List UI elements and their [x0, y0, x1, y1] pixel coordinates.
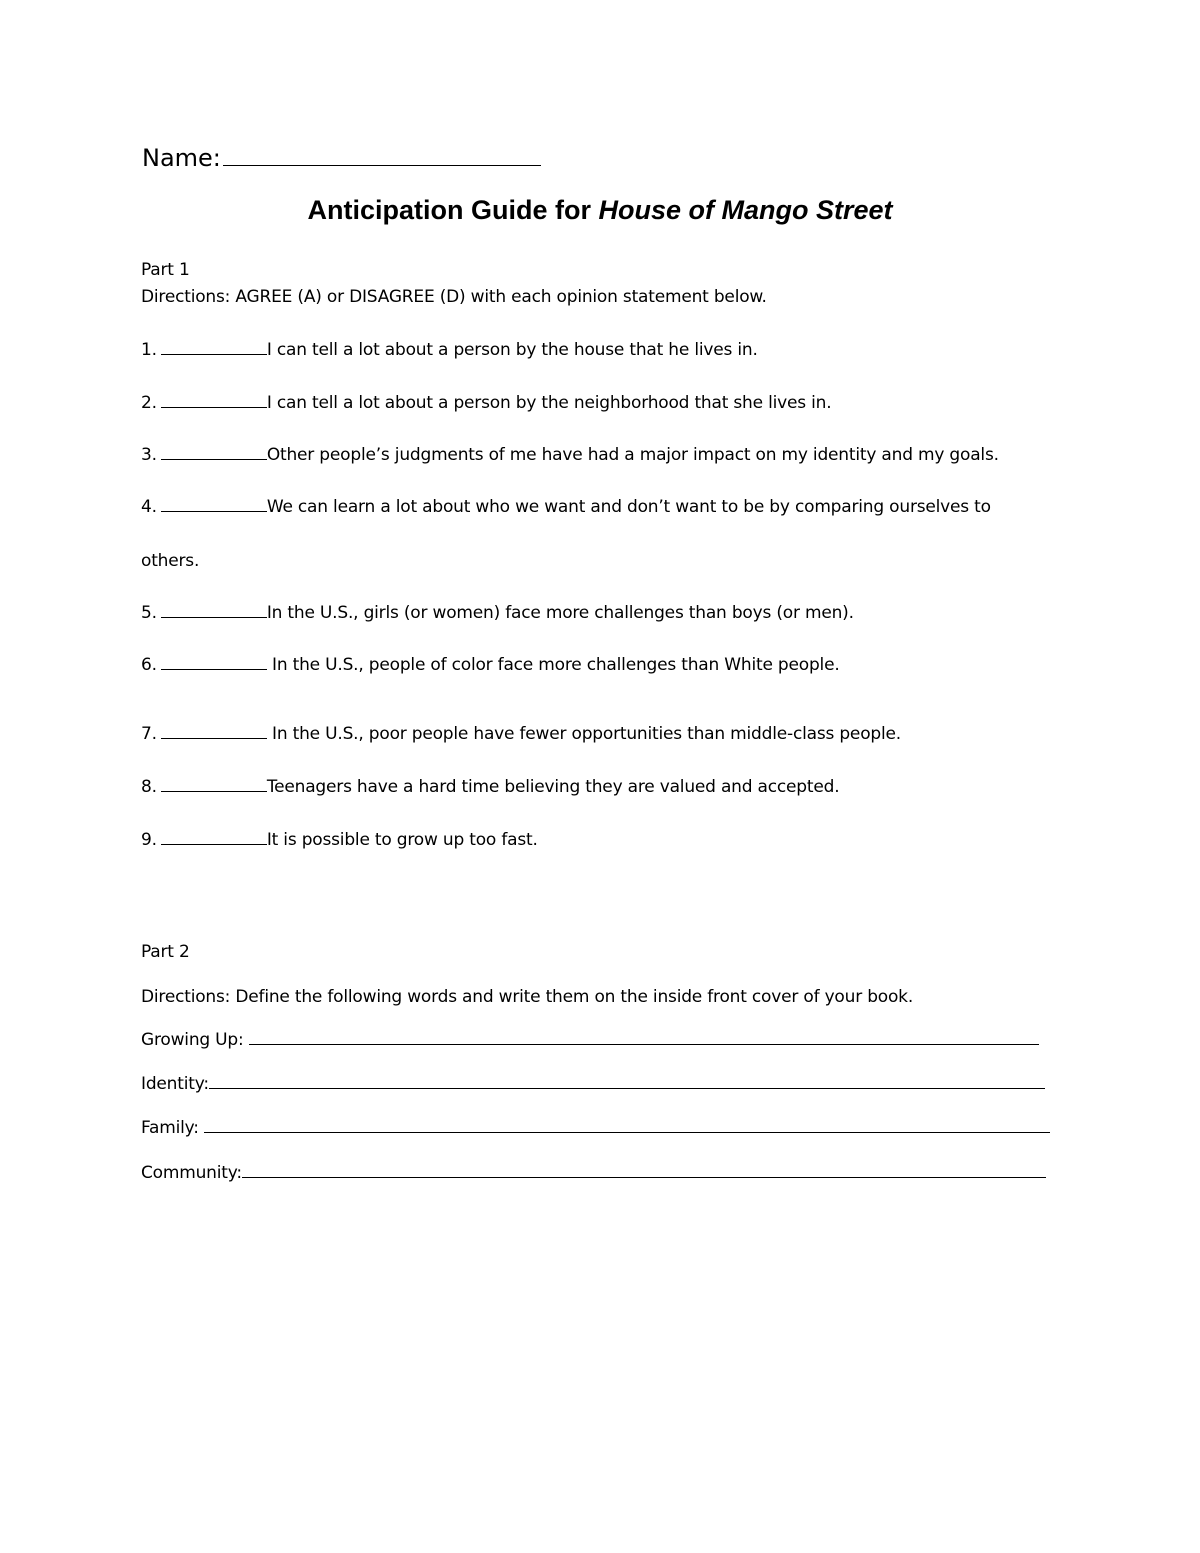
statement-number: 9.	[141, 830, 157, 850]
answer-blank-1[interactable]	[161, 340, 267, 355]
statement-number: 7.	[141, 724, 157, 744]
title-prefix: Anticipation Guide for	[307, 195, 599, 225]
definition-blank-identity[interactable]	[209, 1074, 1045, 1089]
definition-family	[141, 1118, 1050, 1138]
statement-text: I can tell a lot about a person by the neighborhood that she lives in.	[266, 393, 832, 413]
statement-text: In the U.S., girls (or women) face more challenges than boys (or men).	[266, 603, 854, 623]
statement-7	[141, 724, 901, 744]
statement-number: 8.	[141, 777, 157, 797]
statement-number: 3.	[141, 445, 157, 465]
title-book: House of Mango Street	[598, 195, 893, 225]
part1-directions: Directions: AGREE (A) or DISAGREE (D) with each opinion statement below.	[141, 287, 767, 307]
name-label: Name:	[142, 144, 221, 172]
part2-directions: Directions: Define the following words and write them on the inside front cover of your book.	[141, 987, 914, 1007]
term-label: Identity:	[141, 1074, 209, 1094]
statement-number: 4.	[141, 497, 157, 517]
answer-blank-6[interactable]	[161, 655, 267, 670]
statement-number: 6.	[141, 655, 157, 675]
statement-number: 5.	[141, 603, 157, 623]
statement-9	[141, 830, 538, 850]
answer-blank-9[interactable]	[161, 830, 267, 845]
answer-blank-4[interactable]	[161, 497, 267, 512]
answer-blank-3[interactable]	[161, 445, 267, 460]
statement-4-continued: others.	[141, 551, 200, 571]
name-blank[interactable]	[223, 141, 541, 166]
definition-blank-family[interactable]	[204, 1118, 1050, 1133]
statement-4	[141, 497, 991, 517]
statement-1	[141, 340, 758, 360]
definition-blank-growing-up[interactable]	[249, 1030, 1039, 1045]
part2-heading: Part 2	[141, 942, 190, 962]
statement-text: Teenagers have a hard time believing they are valued and accepted.	[266, 777, 840, 797]
term-label: Community:	[141, 1163, 242, 1183]
statement-number: 1.	[141, 340, 157, 360]
definition-community	[141, 1163, 1046, 1183]
answer-blank-8[interactable]	[161, 777, 267, 792]
statement-3	[141, 445, 999, 465]
definition-blank-community[interactable]	[242, 1163, 1046, 1178]
page-title	[0, 195, 1200, 226]
answer-blank-7[interactable]	[161, 724, 267, 739]
statement-text: We can learn a lot about who we want and don’t want to be by comparing ourselves to	[266, 497, 991, 517]
term-label: Growing Up:	[141, 1030, 249, 1050]
statement-8	[141, 777, 839, 797]
definition-growing-up	[141, 1030, 1039, 1050]
statement-text: I can tell a lot about a person by the house that he lives in.	[266, 340, 758, 360]
statement-6	[141, 655, 840, 675]
answer-blank-5[interactable]	[161, 603, 267, 618]
statement-text: Other people’s judgments of me have had a major impact on my identity and my goals.	[266, 445, 999, 465]
statement-number: 2.	[141, 393, 157, 413]
statement-5	[141, 603, 854, 623]
statement-text: In the U.S., people of color face more challenges than White people.	[266, 655, 840, 675]
statement-text: In the U.S., poor people have fewer opportunities than middle-class people.	[266, 724, 901, 744]
term-label: Family:	[141, 1118, 204, 1138]
definition-identity	[141, 1074, 1045, 1094]
part1-heading: Part 1	[141, 260, 190, 280]
name-field	[142, 141, 541, 172]
statement-2	[141, 393, 831, 413]
statement-text: It is possible to grow up too fast.	[266, 830, 538, 850]
answer-blank-2[interactable]	[161, 393, 267, 408]
